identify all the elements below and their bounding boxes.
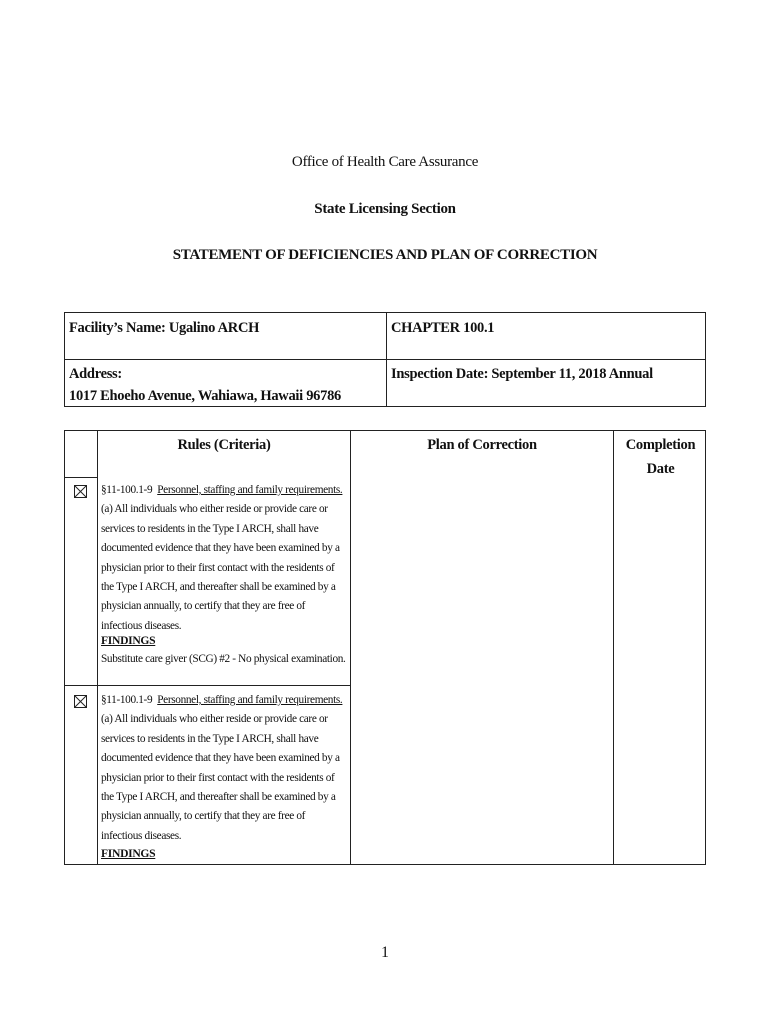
facility-address — [69, 363, 341, 407]
rule-body: All individuals who either reside or provide care or services to residents in the Type I ARCH, shall have documented evidence that they have been examined by a physician prior to their first contact with the residents of the Type I ARCH, and thereafter shall be examined by a physician annually, to certify that they are free of infectious diseases. — [101, 713, 340, 842]
date-label: Date — [646, 461, 675, 477]
findings-label: FINDINGS — [101, 634, 156, 647]
rule-code: §11-100.1-9 — [101, 694, 153, 706]
findings-text: Substitute care giver (SCG) #2 - No physical examination. — [101, 653, 346, 665]
rule-text — [101, 691, 347, 846]
column-header-completion-date — [614, 433, 707, 481]
deficiencies-table — [64, 430, 706, 865]
section-heading: State Licensing Section — [314, 201, 456, 217]
rule-clause: (a) — [101, 503, 113, 516]
page-number: 1 — [381, 944, 389, 961]
column-header-rules: Rules (Criteria) — [177, 437, 271, 453]
completion-label: Completion — [625, 437, 696, 453]
chapter-label: CHAPTER 100.1 — [391, 320, 495, 336]
facility-info-box — [64, 312, 706, 407]
rule-code: §11-100.1-9 — [101, 484, 153, 496]
rule-body: All individuals who either reside or provide care or services to residents in the Type I ARCH, shall have documented evidence that they have been examined by a physician prior to their first contact with the residents of the Type I ARCH, and thereafter shall be examined by a physician annually, to certify that they are free of infectious diseases. — [101, 503, 340, 632]
statement-title: STATEMENT OF DEFICIENCIES AND PLAN OF CORRECTION — [172, 247, 598, 263]
rule-clause: (a) — [101, 713, 113, 726]
address-label: Address: — [69, 366, 122, 382]
divider — [65, 359, 705, 360]
rule-text — [101, 481, 347, 636]
checked-checkbox-icon[interactable] — [74, 485, 87, 498]
divider — [350, 431, 351, 864]
address-value: 1017 Ehoeho Avenue, Wahiawa, Hawaii 96786 — [69, 388, 341, 404]
divider — [65, 685, 351, 686]
facility-name: Facility’s Name: Ugalino ARCH — [69, 320, 260, 336]
column-header-plan: Plan of Correction — [427, 437, 537, 453]
divider — [97, 431, 98, 864]
divider — [613, 431, 614, 864]
divider — [65, 477, 98, 478]
inspection-date: Inspection Date: September 11, 2018 Annual — [391, 366, 653, 382]
rule-title: Personnel, staffing and family requirements. — [157, 484, 343, 496]
office-heading: Office of Health Care Assurance — [291, 154, 479, 170]
rule-title: Personnel, staffing and family requirements. — [157, 694, 343, 706]
findings-label: FINDINGS — [101, 847, 156, 860]
checked-checkbox-icon[interactable] — [74, 695, 87, 708]
